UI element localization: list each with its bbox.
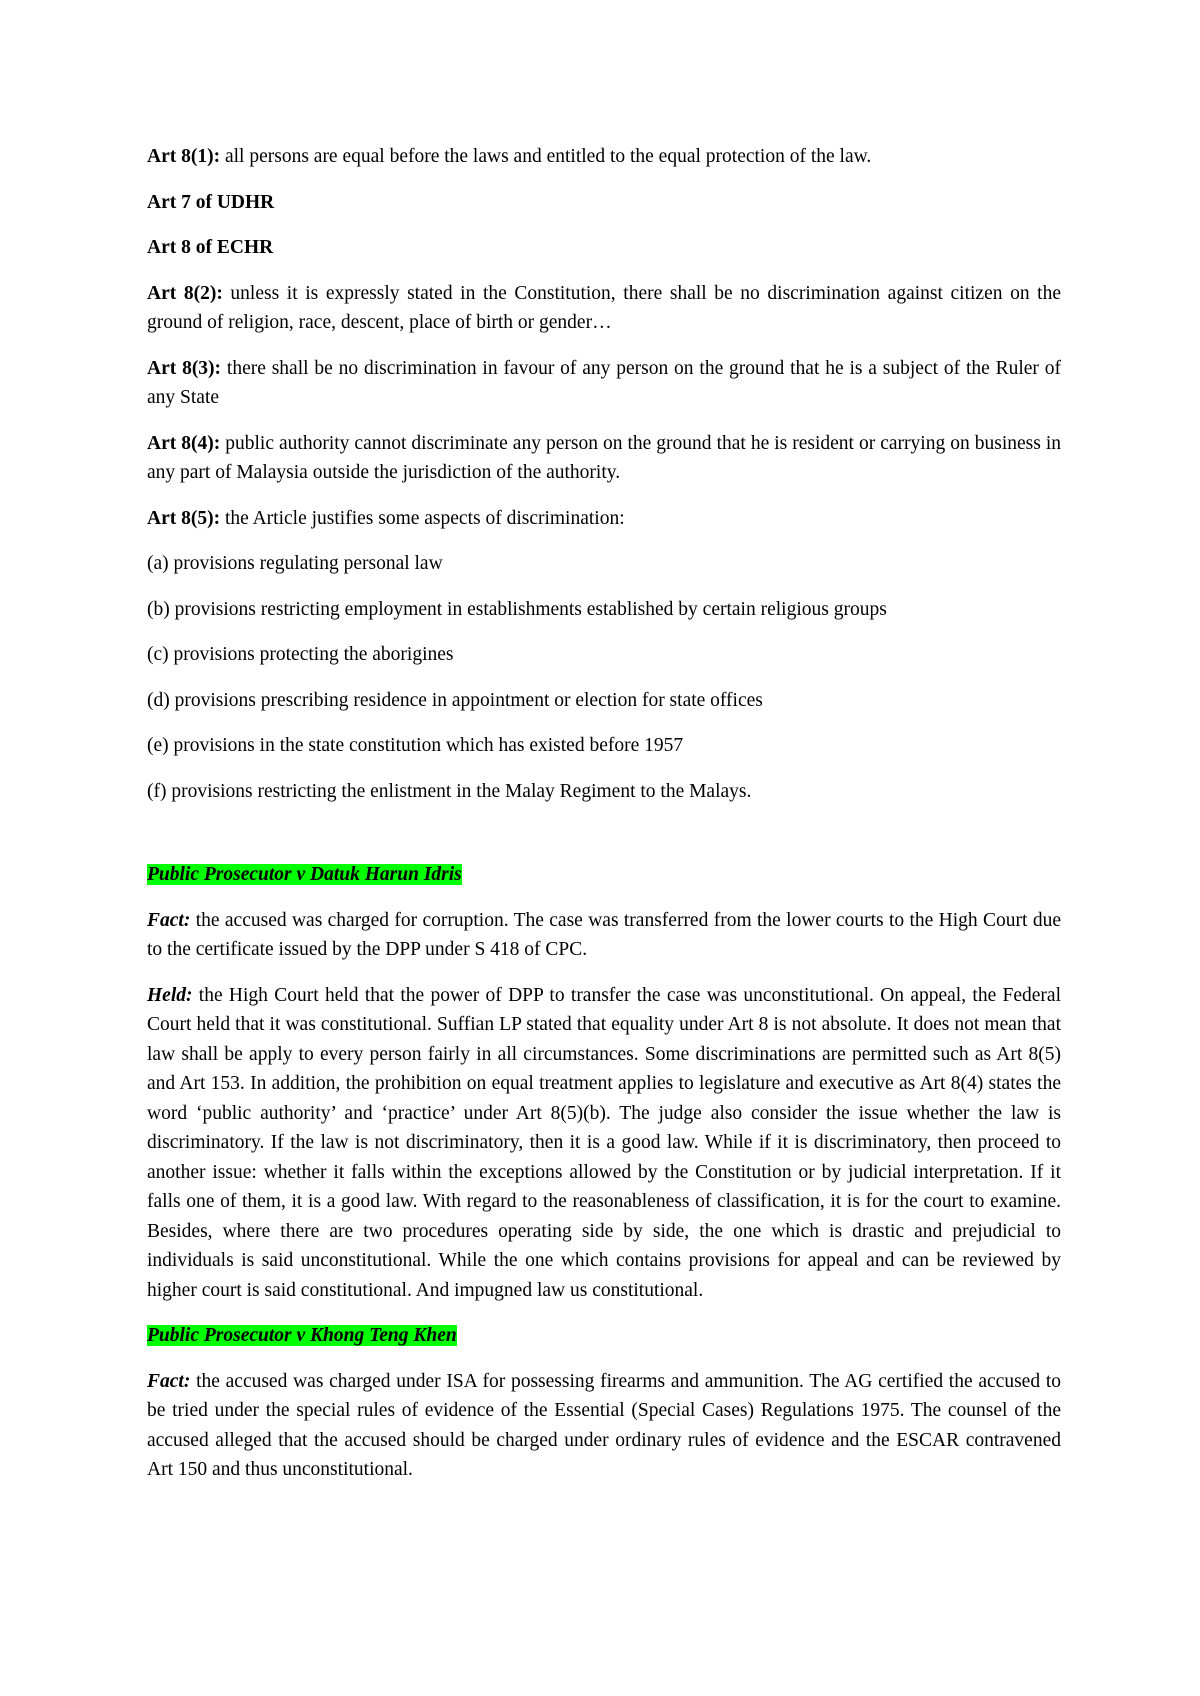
fact-text: the accused was charged under ISA for possessing firearms and ammunition. The AG certified the accused to be tried under the special rules of evidence of the Essential (Special Cases) Regulations 1975. The counsel of the accused alleged that the accused should be charged under ordinary rules of evidence and the ESCAR contravened Art 150 and thus unconstitutional.	[147, 1370, 1061, 1480]
art-8-5-paragraph	[147, 504, 1061, 534]
held-label: Held:	[147, 984, 193, 1006]
fact-text: the accused was charged for corruption. The case was transferred from the lower courts to the High Court due to the certificate issued by the DPP under S 418 of CPC.	[147, 909, 1061, 960]
case-title-khong-teng-khen	[147, 1321, 1061, 1351]
art-8-2-paragraph	[147, 279, 1061, 338]
exception-item-a: (a) provisions regulating personal law	[147, 553, 443, 574]
article-text: public authority cannot discriminate any person on the ground that he is resident or carrying on business in any part of Malaysia outside the jurisdiction of the authority.	[147, 432, 1062, 483]
exception-item-c: (c) provisions protecting the aborigines	[147, 644, 454, 665]
exception-item-f: (f) provisions restricting the enlistment in the Malay Regiment to the Malays.	[147, 780, 752, 802]
article-label: Art 8(5):	[147, 507, 221, 529]
case-title-highlight: Public Prosecutor v Datuk Harun Idris	[147, 864, 462, 885]
case-held-paragraph	[147, 981, 1061, 1306]
case-title-harun-idris	[147, 860, 1061, 890]
article-label: Art 8(2):	[147, 282, 223, 304]
article-label: Art 8(4):	[147, 432, 221, 454]
article-text: the Article justifies some aspects of discrimination:	[220, 507, 625, 529]
exception-item-d: (d) provisions prescribing residence in appointment or election for state offices	[147, 689, 763, 711]
article-text: there shall be no discrimination in favour of any person on the ground that he is a subject of the Ruler of any State	[147, 357, 1062, 408]
article-text: unless it is expressly stated in the Constitution, there shall be no discrimination against citizen on the ground of religion, race, descent, place of birth or gender…	[147, 282, 1062, 333]
art-8-1-paragraph	[147, 142, 1061, 172]
case-fact-paragraph	[147, 906, 1061, 965]
case-title-highlight: Public Prosecutor v Khong Teng Khen	[147, 1325, 457, 1346]
article-label: Art 7 of UDHR	[147, 191, 275, 213]
document-page	[147, 142, 1061, 1501]
article-label: Art 8 of ECHR	[147, 237, 274, 258]
echr-heading	[147, 233, 1061, 263]
article-label: Art 8(3):	[147, 357, 222, 379]
article-label: Art 8(1):	[147, 146, 221, 167]
art-8-4-paragraph	[147, 429, 1061, 488]
fact-label: Fact:	[147, 909, 191, 931]
article-text: all persons are equal before the laws and entitled to the equal protection of the law.	[220, 146, 872, 167]
exception-item-b: (b) provisions restricting employment in establishments established by certain religious groups	[147, 598, 887, 620]
udhr-heading	[147, 188, 1061, 218]
held-text: the High Court held that the power of DPP to transfer the case was unconstitutional. On appeal, the Federal Court held that it was constitutional. Suffian LP stated that equality under Art 8 is not absolute. It does not mean that law shall be apply to every person fairly in all circumstances. Some discriminations are permitted such as Art 8(5) and Art 153. In addition, the prohibition on equal treatment applies to legislature and executive as Art 8(4) states the word ‘public authority’ and ‘practice’ under Art 8(5)(b). The judge also consider the issue whether the law is discriminatory. If the law is not discriminatory, then it is a good law. While if it is discriminatory, then proceed to another issue: whether it falls within the exceptions allowed by the Constitution or by judicial interpretation. If it falls one of them, it is a good law. With regard to the reasonableness of classification, it is for the court to examine. Besides, where there are two procedures operating side by side, the one which is drastic and prejudicial to individuals is said unconstitutional. While the one which contains provisions for appeal and can be reviewed by higher court is said constitutional. And impugned law us constitutional.	[147, 984, 1061, 1301]
exception-item-e: (e) provisions in the state constitution which has existed before 1957	[147, 735, 684, 756]
fact-label: Fact:	[147, 1370, 191, 1392]
case-fact-paragraph	[147, 1367, 1061, 1485]
art-8-3-paragraph	[147, 354, 1061, 413]
